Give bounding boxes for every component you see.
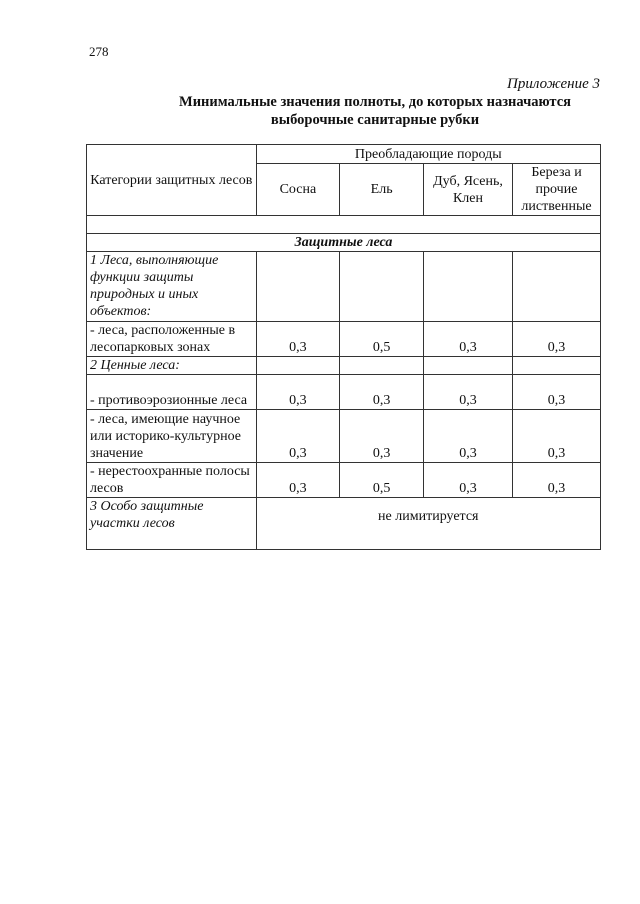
value-cell: 0,3: [340, 410, 424, 463]
row-label: - леса, имеющие научное или историко-культурное значение: [87, 410, 257, 463]
value-cell: 0,5: [340, 463, 424, 498]
document-title: [150, 93, 600, 129]
species-pine: Сосна: [256, 164, 340, 216]
header-row-1: [87, 145, 601, 164]
value-cell: 0,3: [256, 322, 340, 357]
value-cell: 0,3: [423, 410, 512, 463]
value-cell: 0,3: [423, 463, 512, 498]
category-header: Категории защитных лесов: [87, 145, 257, 216]
density-table: [86, 144, 601, 550]
table-row: [87, 322, 601, 357]
value-cell: 0,3: [340, 375, 424, 410]
value-cell: 0,3: [256, 463, 340, 498]
species-oak-ash-maple: Дуб, Ясень, Клен: [423, 164, 512, 216]
group-3-label: 3 Особо защитные участки лесов: [87, 498, 257, 550]
not-limited-value: не лимитируется: [256, 498, 600, 550]
row-label: - леса, расположенные в лесопарковых зонах: [87, 322, 257, 357]
value-cell: 0,3: [513, 410, 601, 463]
table-row: [87, 375, 601, 410]
group-row-3: [87, 498, 601, 550]
group-row-1: [87, 252, 601, 322]
group-row-2: [87, 357, 601, 375]
group-1-label: 1 Леса, выполняющие функции защиты природных и иных объектов:: [87, 252, 257, 322]
value-cell: 0,3: [513, 375, 601, 410]
value-cell: 0,3: [256, 410, 340, 463]
value-cell: 0,3: [513, 463, 601, 498]
section-title: Защитные леса: [87, 234, 601, 252]
appendix-label: Приложение 3: [507, 76, 600, 92]
value-cell: 0,3: [256, 375, 340, 410]
empty-row: [87, 216, 601, 234]
species-spruce: Ель: [340, 164, 424, 216]
value-cell: 0,3: [513, 322, 601, 357]
row-label: - противоэрозионные леса: [87, 375, 257, 410]
value-cell: 0,3: [423, 375, 512, 410]
value-cell: 0,3: [423, 322, 512, 357]
value-cell: 0,5: [340, 322, 424, 357]
row-label: - нерестоохранные полосы лесов: [87, 463, 257, 498]
page-number: 278: [89, 44, 109, 59]
species-header: Преобладающие породы: [256, 145, 600, 164]
section-row: [87, 234, 601, 252]
table-row: [87, 463, 601, 498]
table-row: [87, 410, 601, 463]
species-birch-deciduous: Береза и прочие лиственные: [513, 164, 601, 216]
title-line-1: Минимальные значения полноты, до которых назначаются: [179, 94, 571, 110]
group-2-label: 2 Ценные леса:: [87, 357, 257, 375]
title-line-2: выборочные санитарные рубки: [270, 112, 480, 128]
